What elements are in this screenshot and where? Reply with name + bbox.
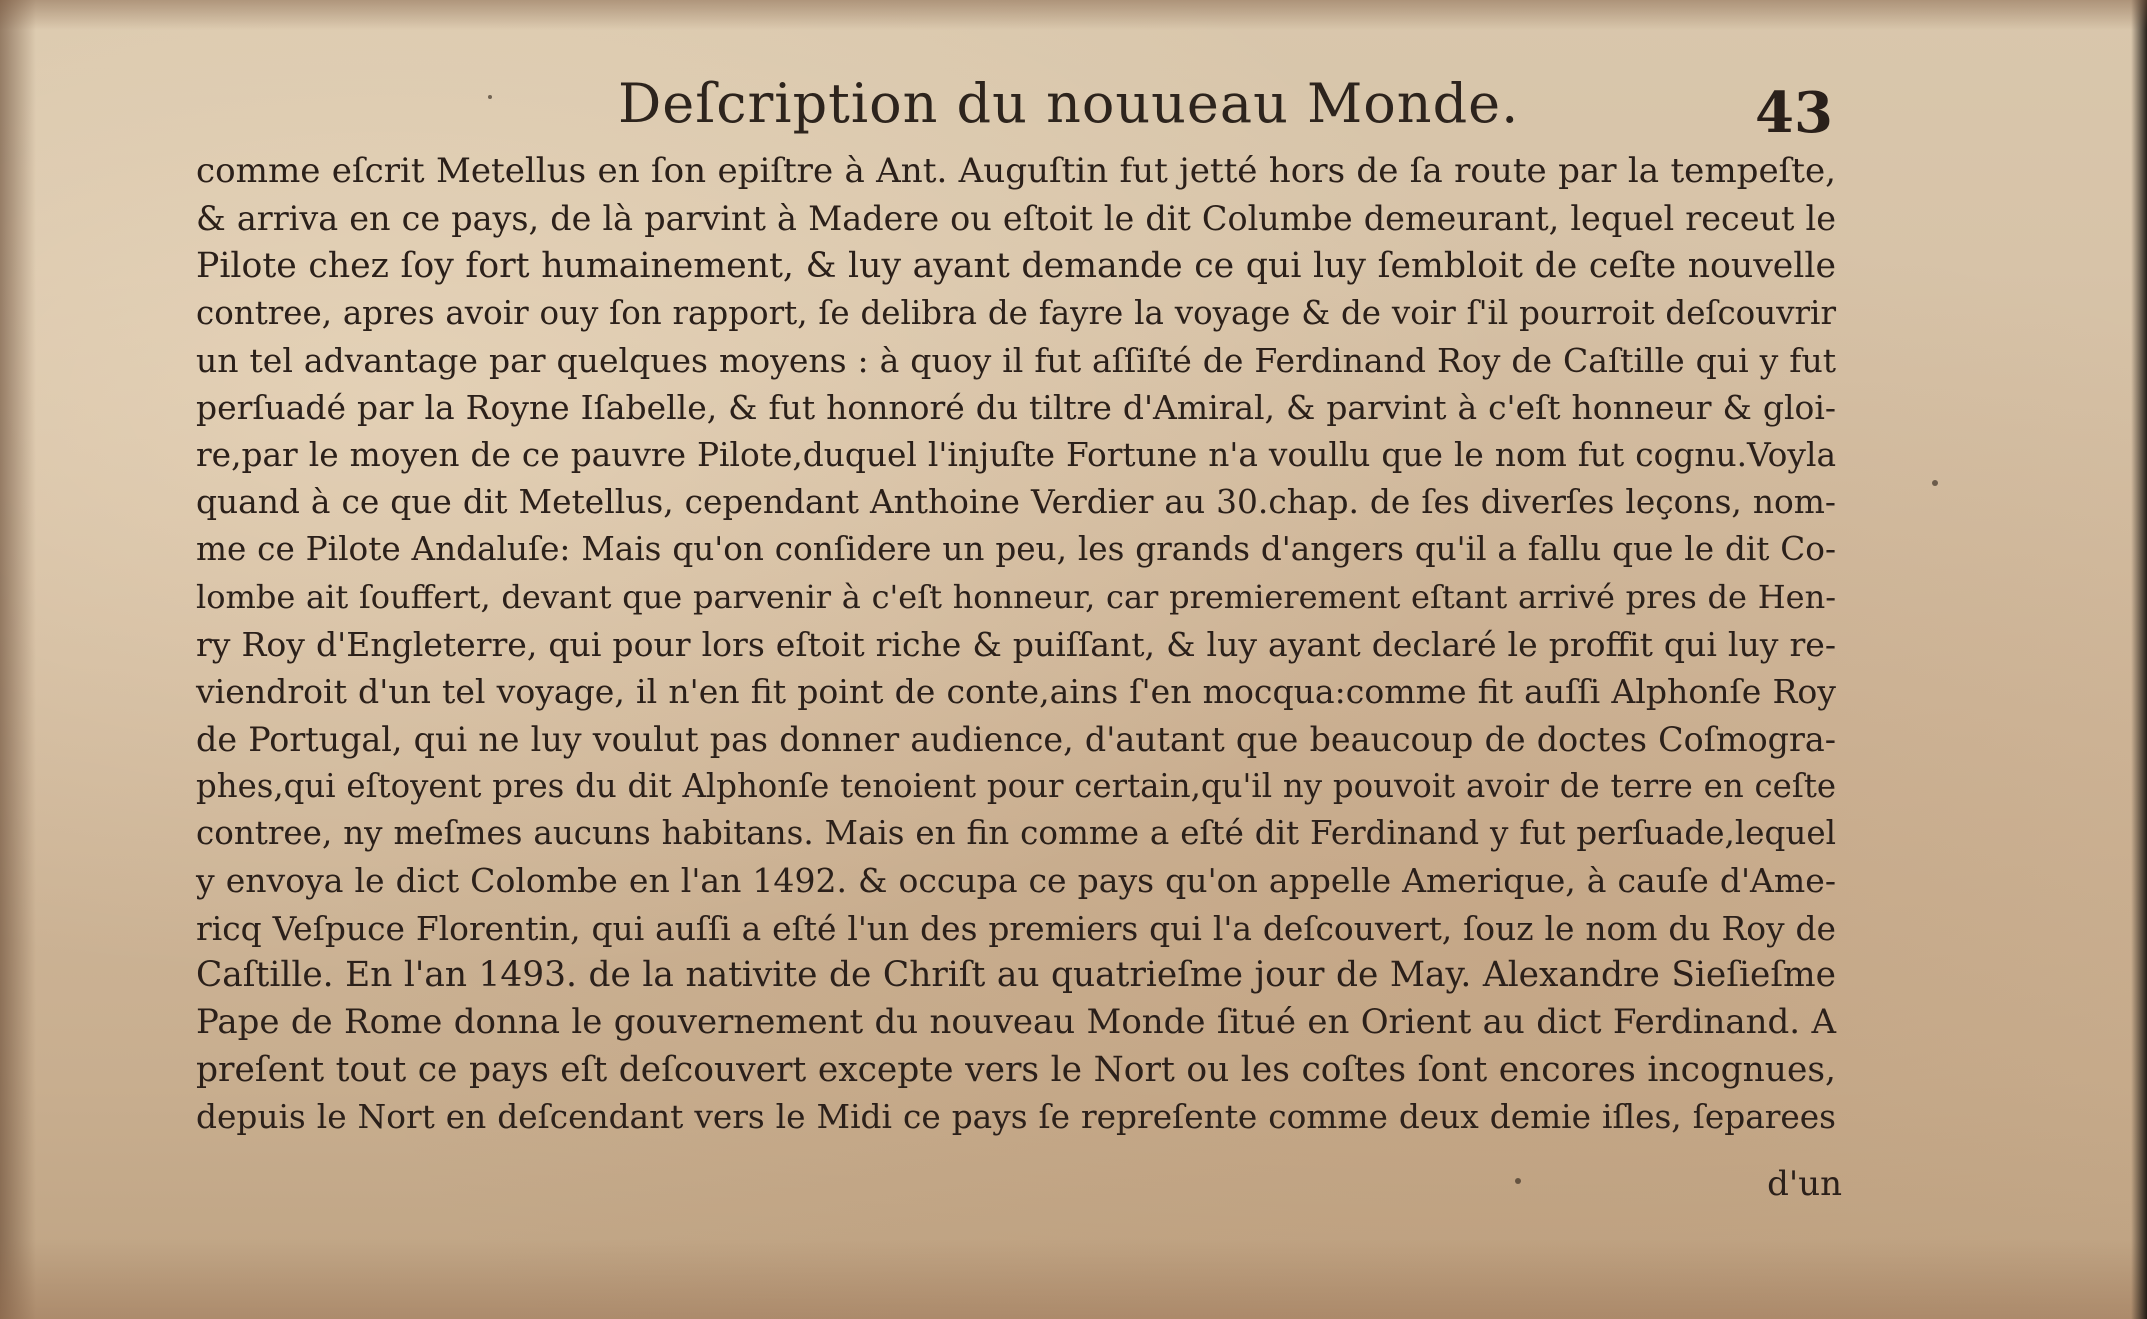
text-line: perſuadé par la Royne Iſabelle, & fut honnoré du tiltre d'Amiral, & parvint à c'eſt honneur & gloi- xyxy=(196,388,1836,428)
text-line: quand à ce que dit Metellus, cependant Anthoine Verdier au 30.chap. de ſes diverſes leçons, nom- xyxy=(196,483,1836,522)
text-line: un tel advantage par quelques moyens : à quoy il fut aſſiſté de Ferdinand Roy de Caſtille qui y fut xyxy=(196,341,1836,381)
page-number: 43 xyxy=(1755,80,1833,146)
text-line: y envoya le dict Colombe en l'an 1492. & occupa ce pays qu'on appelle Amerique, à cauſe d'Ame- xyxy=(196,861,1836,901)
text-line: Caſtille. En l'an 1493. de la nativite de Chriſt au quatrieſme jour de May. Alexandre Sieſieſme xyxy=(196,955,1836,996)
text-line: contree, ny meſmes aucuns habitans. Mais en fin comme a eſté dit Ferdinand y fut perſuade,lequel xyxy=(196,814,1836,853)
text-line: ry Roy d'Engleterre, qui pour lors eſtoit riche & puiſſant, & luy ayant declaré le proffit qui luy re- xyxy=(196,624,1836,664)
body-text xyxy=(196,148,1836,1141)
text-line: Pape de Rome donna le gouvernement du nouveau Monde ſitué en Orient au dict Ferdinand. A xyxy=(196,1002,1836,1043)
text-line: preſent tout ce pays eſt deſcouvert excepte vers le Nort ou les coſtes ſont encores incognues, xyxy=(196,1049,1836,1090)
catchword: d'un xyxy=(1767,1164,1842,1204)
page-header xyxy=(0,72,2147,152)
text-line: ricq Veſpuce Florentin, qui auſſi a eſté l'un des premiers qui l'a deſcouvert, ſouz le nom du Roy de xyxy=(196,908,1836,948)
text-line: de Portugal, qui ne luy voulut pas donner audience, d'autant que beaucoup de doctes Coſmogra- xyxy=(196,719,1836,759)
running-title: Deſcription du nouueau Monde. xyxy=(618,72,1520,135)
paper-speck xyxy=(1932,480,1938,486)
text-line: phes,qui eſtoyent pres du dit Alphonſe tenoient pour certain,qu'il ny pouvoit avoir de terre en ceſte xyxy=(196,766,1836,805)
paper-speck xyxy=(488,95,492,99)
text-line: lombe ait ſouffert, devant que parvenir à c'eſt honneur, car premierement eſtant arrivé pres de Hen- xyxy=(196,577,1836,616)
paper-speck xyxy=(1515,1178,1521,1184)
text-line: me ce Pilote Andaluſe: Mais qu'on conſidere un peu, les grands d'angers qu'il a fallu que le dit Co- xyxy=(196,530,1836,569)
page-bottom-shadow xyxy=(0,1239,2147,1319)
text-line: viendroit d'un tel voyage, il n'en fit point de conte,ains ſ'en mocqua:comme fit auſſi Alphonſe Roy xyxy=(196,672,1836,712)
text-line: Pilote chez ſoy fort humainement, & luy ayant demande ce qui luy ſembloit de ceſte nouvelle xyxy=(196,245,1836,286)
text-line: comme eſcrit Metellus en ſon epiſtre à Ant. Auguſtin fut jetté hors de ſa route par la tempeſte, xyxy=(196,151,1836,191)
page-right-edge xyxy=(2131,0,2147,1319)
text-line: depuis le Nort en deſcendant vers le Midi ce pays ſe repreſente comme deux demie iſles, ſeparees xyxy=(196,1097,1836,1136)
text-line: contree, apres avoir ouy ſon rapport, ſe delibra de fayre la voyage & de voir ſ'il pourroit deſcouvrir xyxy=(196,293,1836,332)
text-line: re,par le moyen de ce pauvre Pilote,duquel l'injuſte Fortune n'a voullu que le nom fut cognu.Voyla xyxy=(196,435,1836,474)
text-line: & arriva en ce pays, de là parvint à Madere ou eſtoit le dit Columbe demeurant, lequel receut le xyxy=(196,199,1836,239)
